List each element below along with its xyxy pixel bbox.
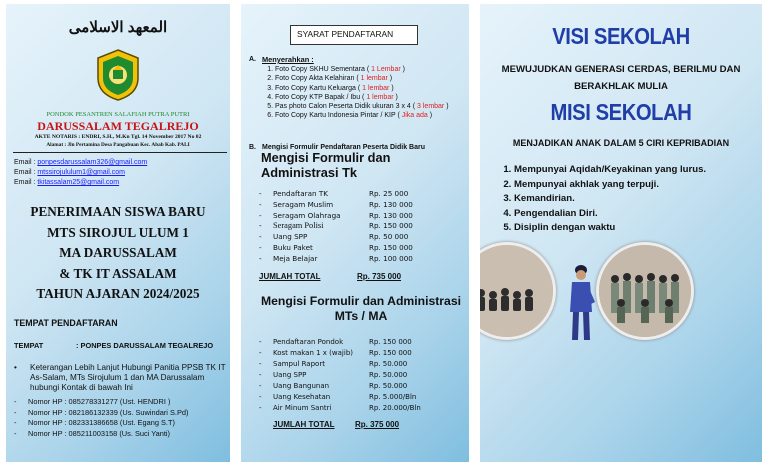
email-link[interactable]: mtssirojululum1@gmail.com: [37, 169, 125, 176]
section-a-letter: A.: [249, 56, 256, 63]
tempat-heading: TEMPAT PENDAFTARAN: [14, 318, 118, 328]
section-b-title: Mengisi Formulir Pendaftaran Peserta Didik Baru: [262, 144, 425, 151]
requirements-list: [263, 65, 469, 121]
fee-row: - Pendaftaran Pondok Rp. 150 000: [259, 338, 412, 346]
misi-item: 4. Pengendalian Diri.: [514, 207, 754, 222]
fee-row: - Pendaftaran TK Rp. 25 000: [259, 189, 409, 198]
requirement-item: 2. Foto Copy Akta Kelahiran ( 1 lembar ): [275, 74, 469, 83]
akte-notaris: AKTE NOTARIS : ENDRI, S.H., M.Kn Tgl. 14 November 2017 No 02: [34, 134, 202, 140]
misi-list: [500, 163, 754, 236]
fee-row: - Uang SPP Rp. 50.000: [259, 371, 408, 379]
email-item: Email : ponpesdarussalam326@gmail.com: [14, 159, 148, 166]
contact-item: - Nomor HP : 082331386658 (Ust. Egang S.T): [14, 418, 175, 428]
school-logo: [94, 48, 142, 102]
email-item: Email : mtssirojululum1@gmail.com: [14, 169, 125, 176]
tk-total: JUMLAH TOTAL Rp. 735 000: [259, 272, 402, 281]
visi-text: MEWUJUDKAN GENERASI CERDAS, BERILMU DAN BERAKHLAK MULIA: [501, 64, 741, 92]
standing-figure-illustration: [566, 262, 596, 342]
fee-row: - Buku Paket Rp. 150 000: [259, 242, 413, 252]
misi-title: MISI SEKOLAH: [550, 99, 692, 125]
email-list: [14, 158, 147, 188]
email-link[interactable]: ponpesdarussalam326@gmail.com: [37, 159, 148, 166]
panel-right: [480, 4, 762, 462]
fee-row: - Seragam Polisi Rp. 150 000: [259, 221, 413, 231]
misi-item: 3. Kemandirian.: [514, 192, 754, 207]
arabic-title: المعهد الاسلامى: [68, 19, 168, 36]
syarat-title-box: SYARAT PENDAFTARAN: [290, 25, 418, 45]
contact-item: - Nomor HP : 085278331277 (Ust. HENDRI ): [14, 397, 171, 406]
fee-row: - Air Minum Santri Rp. 20.000/Bln: [259, 404, 421, 412]
requirement-item: 4. Foto Copy KTP Bapak / Ibu ( 1 lembar ): [275, 93, 469, 102]
panel-middle: [241, 4, 469, 462]
fee-row: - Uang Bangunan Rp. 50.000: [259, 382, 408, 390]
alamat: Alamat : Jln Pertamina Desa Pangabuan Kec. Abab Kab. PALI: [46, 142, 190, 148]
fee-row: - Uang SPP Rp. 50 000: [259, 232, 409, 242]
group-photo: [599, 245, 691, 337]
fee-row: - Sampul Raport Rp. 50.000: [259, 360, 408, 368]
info-bullet: • Keterangan Lebih Lanjut Hubungi Panitia PPSB TK IT As-Salam, MTs Sirojulum 1 dan MA Darussalam hubungi Kontak di bawah Ini: [14, 363, 226, 392]
pondok-label: PONDOK PESANTREN SALAFIAH PUTRA PUTRI: [46, 111, 190, 118]
pondok-name: DARUSSALAM TEGALREJO: [37, 119, 199, 133]
photo-circle-left: [480, 242, 556, 340]
misi-item: 2. Mempunyai akhlak yang terpuji.: [514, 178, 754, 193]
divider: [13, 152, 227, 153]
tk-fee-list: [259, 189, 429, 265]
requirement-item: 3. Foto Copy Kartu Keluarga ( 1 lembar ): [275, 84, 469, 93]
fee-row: - Seragam Olahraga Rp. 130 000: [259, 210, 413, 220]
visi-title: VISI SEKOLAH: [552, 23, 690, 49]
misi-intro: MENJADIKAN ANAK DALAM 5 CIRI KEPRIBADIAN: [512, 138, 730, 148]
mts-fee-list: [259, 337, 429, 414]
mts-heading: Mengisi Formulir dan Administrasi MTs / MA: [261, 294, 461, 323]
admission-heading: PENERIMAAN SISWA BARU MTS SIROJUL ULUM 1 MA DARUSSALAM & TK IT ASSALAM TAHUN AJARAN 2024/2025: [30, 204, 206, 301]
contact-item: - Nomor HP : 085211003158 (Us. Suci Yanti): [14, 428, 171, 438]
section-a-title: Menyerahkan :: [262, 55, 314, 64]
contact-item: - Nomor HP : 082186132339 (Us. Suwindari S.Pd): [14, 407, 189, 417]
email-link[interactable]: tkitassalam25@gmail.com: [37, 179, 120, 186]
fee-row: - Kost makan 1 x (wajib) Rp. 150 000: [259, 349, 412, 357]
misi-item: 1. Mempunyai Aqidah/Keyakinan yang lurus.: [514, 163, 754, 178]
fee-row: - Seragam Muslim Rp. 130 000: [259, 199, 413, 209]
tempat-row: TEMPAT : PONPES DARUSSALAM TEGALREJO: [14, 341, 214, 350]
fee-row: - Uang Kesehatan Rp. 5.000/Bln: [259, 393, 417, 401]
requirement-item: 5. Pas photo Calon Peserta Didik ukuran 3 x 4 ( 3 lembar ): [275, 102, 469, 111]
panel-left: [6, 4, 230, 462]
students-photo: [480, 245, 553, 337]
photo-circle-right: [596, 242, 694, 340]
requirement-item: 6. Foto Copy Kartu Indonesia Pintar / KIP ( Jika ada ): [275, 111, 469, 120]
contact-list: [14, 397, 230, 439]
mts-total: JUMLAH TOTAL Rp. 375 000: [273, 420, 400, 429]
requirement-item: 1. Foto Copy SKHU Sementara ( 1 Lembar ): [275, 65, 469, 74]
email-item: Email : tkitassalam25@gmail.com: [14, 179, 120, 186]
fee-row: - Meja Belajar Rp. 100 000: [259, 253, 413, 263]
misi-item: 5. Disiplin dengan waktu: [514, 221, 754, 236]
tk-heading: Mengisi Formulir dan Administrasi Tk: [261, 150, 391, 180]
section-b-letter: B.: [249, 144, 256, 151]
